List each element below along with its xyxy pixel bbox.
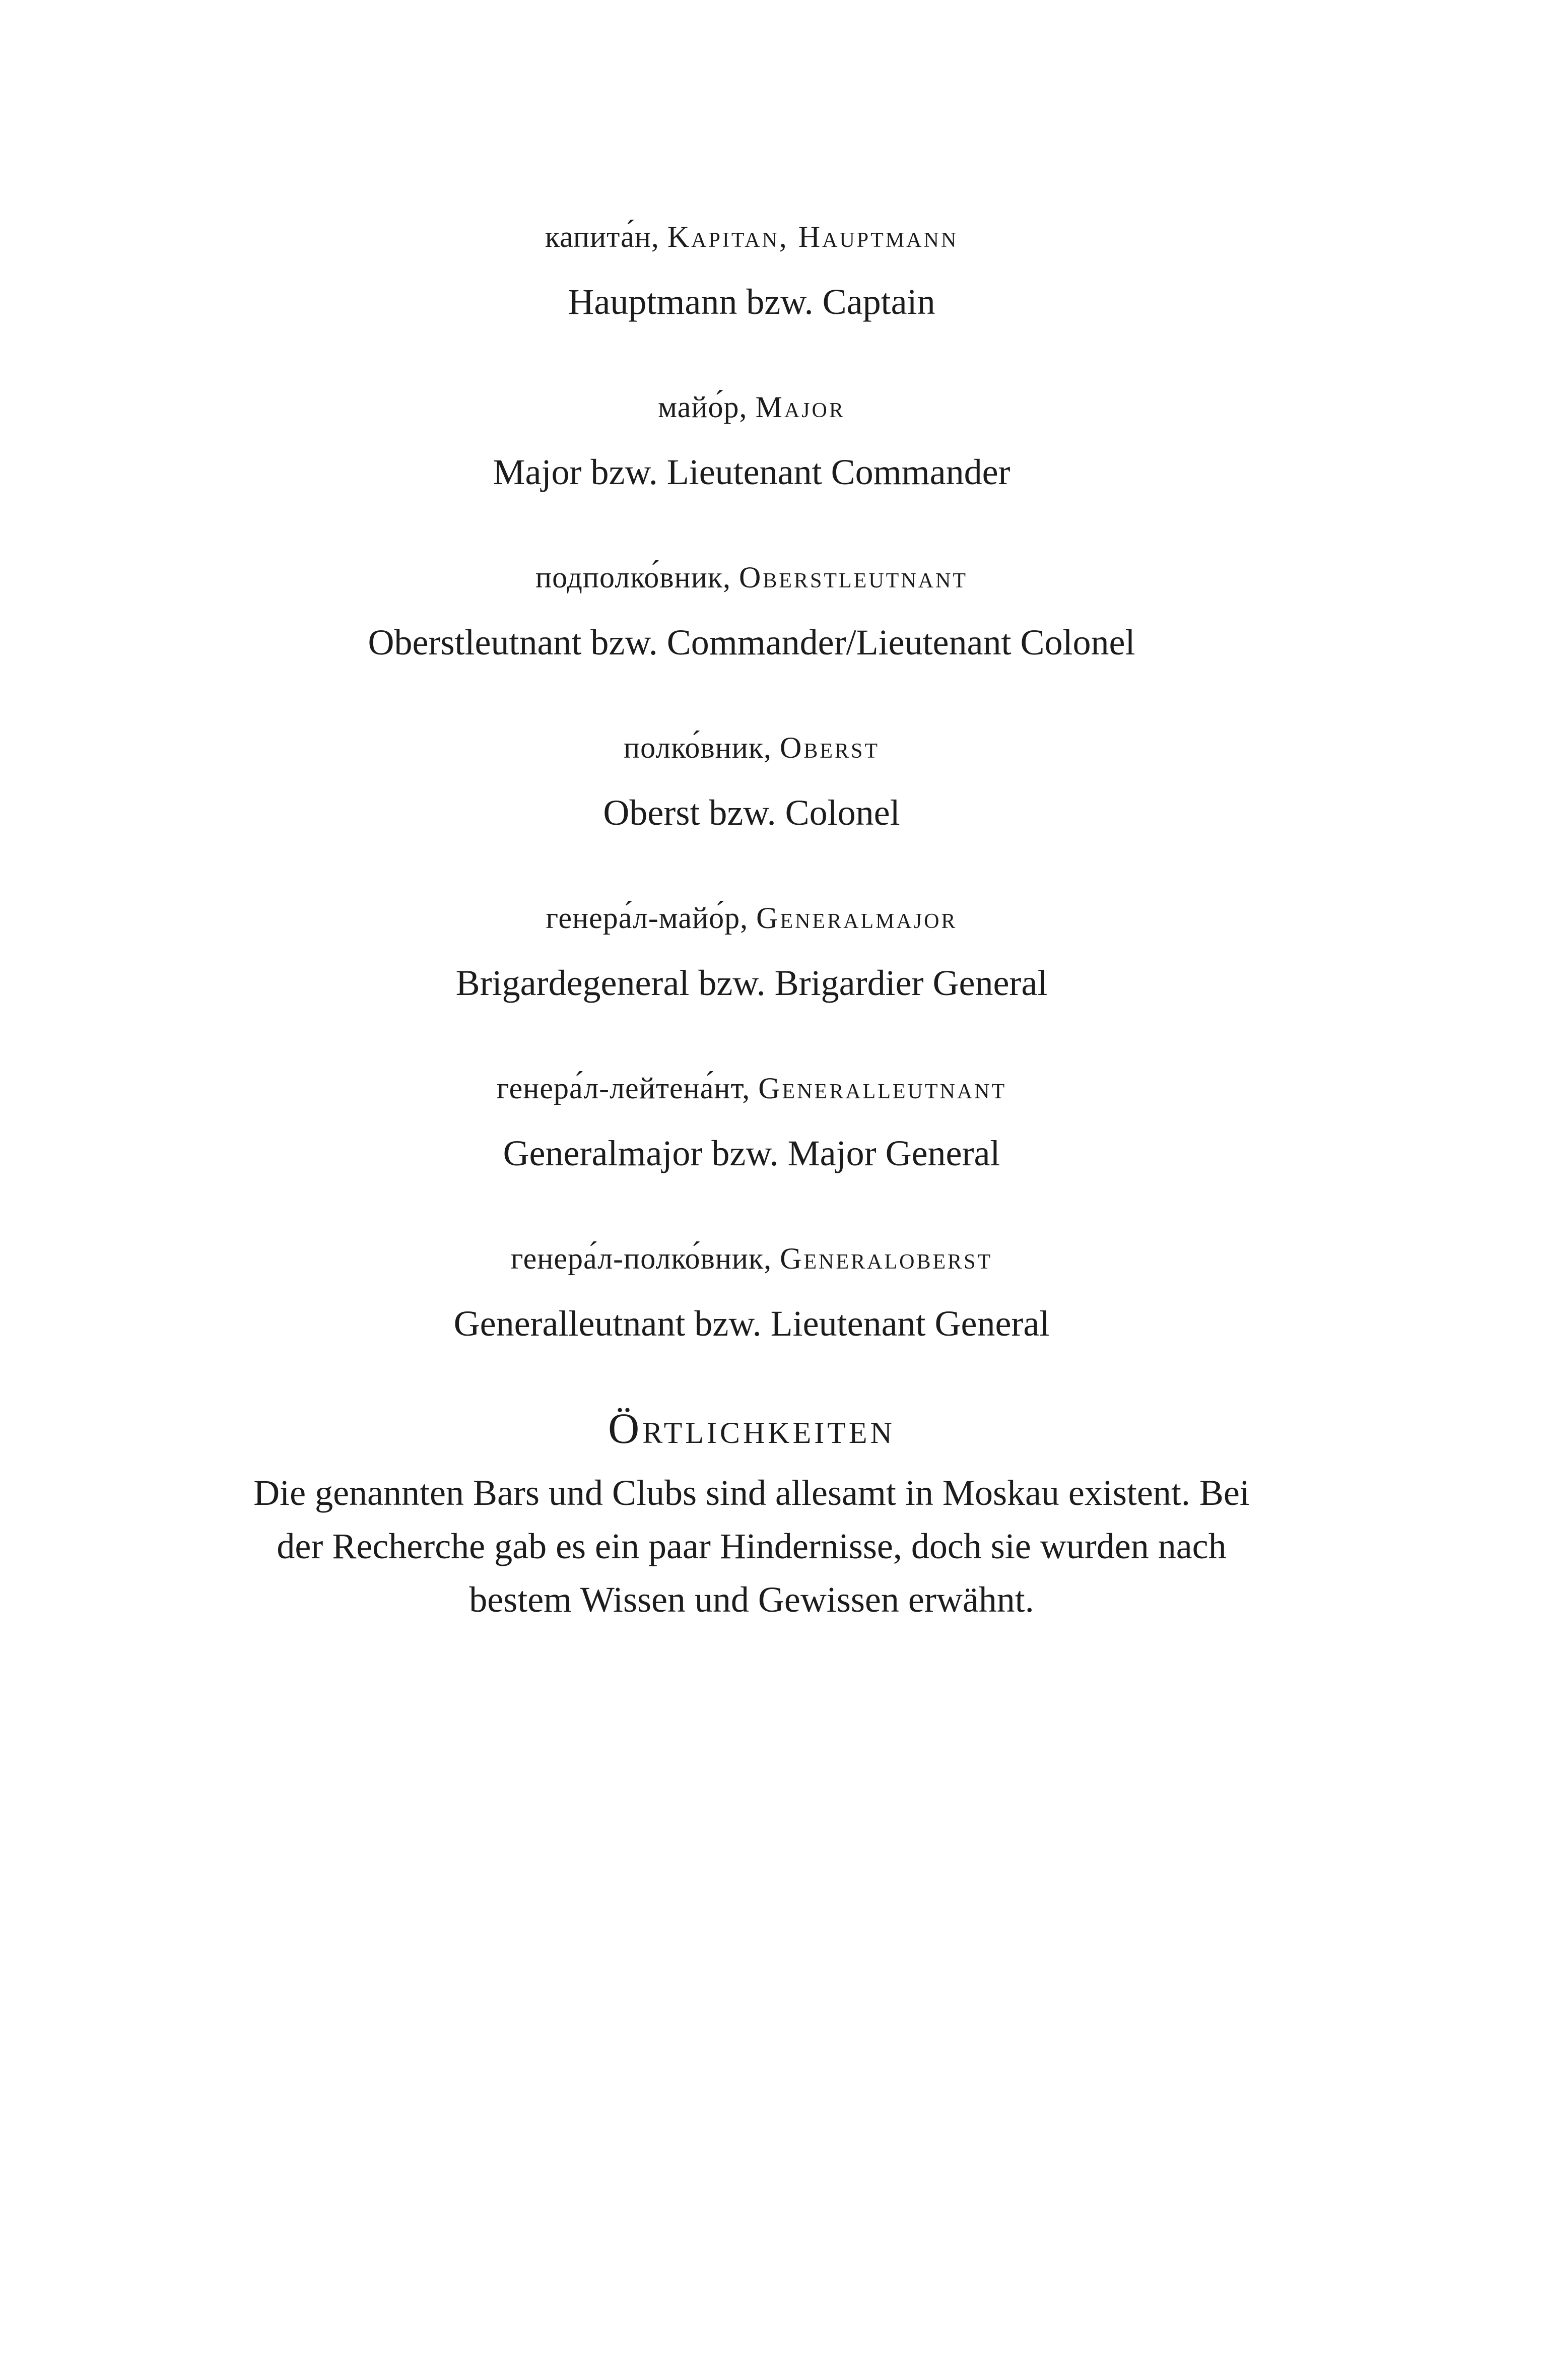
rank-term bbox=[0, 722, 1503, 773]
russian-term: генера́л-полко́вник, bbox=[510, 1242, 772, 1275]
rank-entry bbox=[0, 893, 1503, 1063]
rank-term bbox=[0, 1063, 1503, 1113]
rank-term bbox=[0, 1233, 1503, 1284]
rank-entry bbox=[0, 212, 1503, 382]
russian-term: капита́н, bbox=[545, 220, 659, 253]
german-term: Generaloberst bbox=[780, 1242, 993, 1275]
section-paragraph: Die genannten Bars und Clubs sind allesamt in Moskau existent. Bei der Recherche gab es ein paar Hindernisse, doch sie wurden nach bestem Wissen und Gewissen erwähnt. bbox=[253, 1473, 1250, 1620]
russian-term: генера́л-майо́р, bbox=[546, 901, 749, 935]
russian-term: генера́л-лейтена́нт, bbox=[496, 1072, 751, 1105]
german-term: Kapitan, Hauptmann bbox=[667, 220, 959, 253]
russian-term: майо́р, bbox=[658, 390, 748, 424]
rank-equivalent: Hauptmann bzw. Captain bbox=[568, 282, 935, 322]
russian-term: подполко́вник, bbox=[535, 561, 731, 594]
section-heading: Örtlichkeiten bbox=[608, 1404, 895, 1452]
rank-equivalent: Generalmajor bzw. Major General bbox=[503, 1133, 1000, 1173]
rank-entry bbox=[0, 382, 1503, 552]
german-term: Generalmajor bbox=[756, 901, 958, 935]
rank-term bbox=[0, 212, 1503, 262]
rank-equivalent: Oberstleutnant bzw. Commander/Lieutenant Colonel bbox=[368, 622, 1135, 663]
german-term: Generalleutnant bbox=[758, 1072, 1007, 1105]
rank-equivalent: Oberst bzw. Colonel bbox=[603, 792, 900, 833]
locations-section bbox=[0, 1396, 1503, 1626]
rank-equivalent: Generalleutnant bzw. Lieutenant General bbox=[453, 1303, 1050, 1344]
rank-term bbox=[0, 382, 1503, 432]
rank-equivalent: Brigardegeneral bzw. Brigardier General bbox=[455, 963, 1048, 1003]
rank-term bbox=[0, 893, 1503, 943]
german-term: Oberst bbox=[780, 731, 880, 764]
rank-entry bbox=[0, 1063, 1503, 1233]
rank-entry bbox=[0, 552, 1503, 722]
rank-list bbox=[0, 212, 1503, 1404]
rank-equivalent: Major bzw. Lieutenant Commander bbox=[493, 452, 1011, 492]
german-term: Major bbox=[755, 390, 845, 424]
rank-entry bbox=[0, 722, 1503, 893]
rank-entry bbox=[0, 1233, 1503, 1404]
rank-term bbox=[0, 552, 1503, 603]
russian-term: полко́вник, bbox=[623, 731, 772, 764]
german-term: Oberstleutnant bbox=[739, 561, 968, 594]
